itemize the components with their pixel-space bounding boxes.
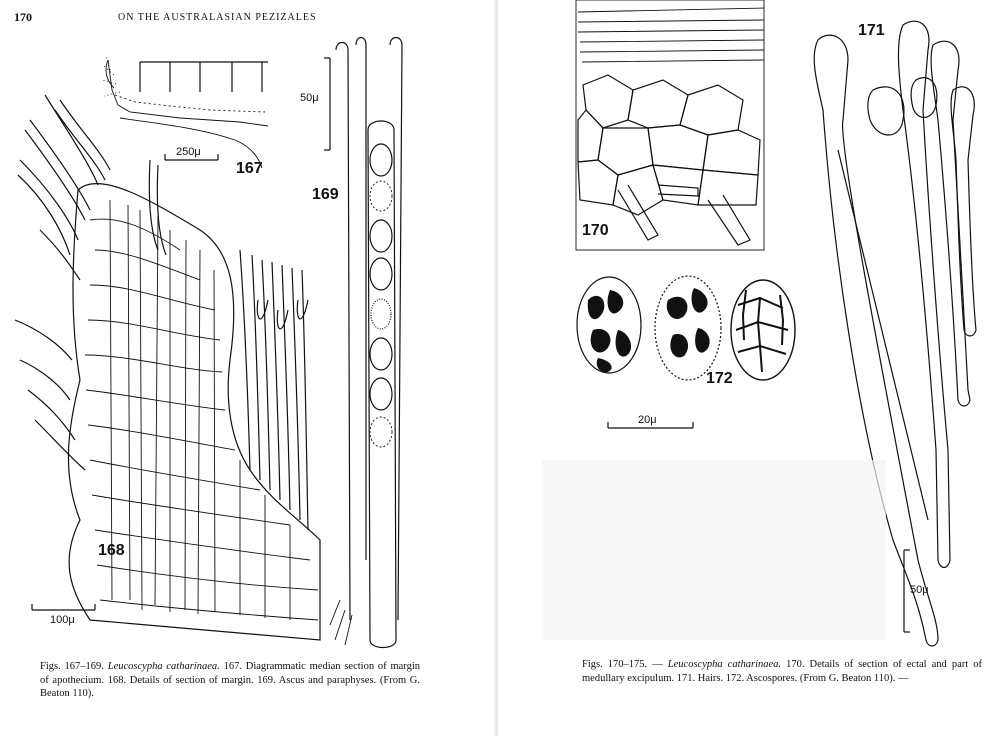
fig168-cell-mass (68, 184, 320, 640)
fig-169-label: 169 (312, 186, 339, 203)
fig168-scalebar (32, 604, 95, 610)
scale-20-label: 20μ (638, 414, 657, 426)
scale-50-right-label: 50μ (910, 584, 929, 596)
caption-left (40, 660, 420, 701)
fig-172-label: 172 (706, 370, 733, 387)
caption-right (582, 658, 982, 685)
fig-167-label: 167 (236, 160, 263, 177)
fig169-scalebar (324, 58, 330, 150)
fig172-spore-1 (577, 277, 641, 373)
fig172-spore-3 (731, 280, 795, 380)
fig169-ascus (330, 38, 402, 648)
fig-168-label: 168 (98, 542, 125, 559)
right-page (498, 0, 1000, 736)
running-head: ON THE AUSTRALASIAN PEZIZALES (118, 12, 317, 23)
left-page (0, 0, 498, 736)
fig172-spore-2 (655, 276, 721, 380)
fig170-excipulum (576, 0, 764, 250)
fig-171-label: 171 (858, 22, 885, 39)
caption-right-text: 170. Details of section of ectal and part of medullary excipulum. 171. Hairs. 172. Ascospores. (From G. Beaton 110). — (582, 659, 982, 684)
scale-50-label: 50μ (300, 92, 319, 104)
scale-100-label: 100μ (50, 614, 75, 626)
caption-left-species: Leucoscypha catharinaea. (107, 661, 220, 672)
caption-left-lead: Figs. 167–169. (40, 661, 104, 672)
fig-170-label: 170 (582, 222, 609, 239)
caption-right-lead: Figs. 170–175. — (582, 659, 663, 670)
caption-right-species: Leucoscypha catharinaea. (667, 659, 782, 670)
caption-left-text: 167. Diagrammatic median section of margin of apothecium. 168. Details of section of margin. 169. Ascus and paraphyses. (From G. Beaton 110). (40, 661, 421, 699)
bleed-through-block (542, 460, 886, 640)
scale-250-label: 250μ (176, 146, 201, 158)
fig168-hairs (15, 95, 166, 470)
page-number: 170 (14, 10, 32, 24)
